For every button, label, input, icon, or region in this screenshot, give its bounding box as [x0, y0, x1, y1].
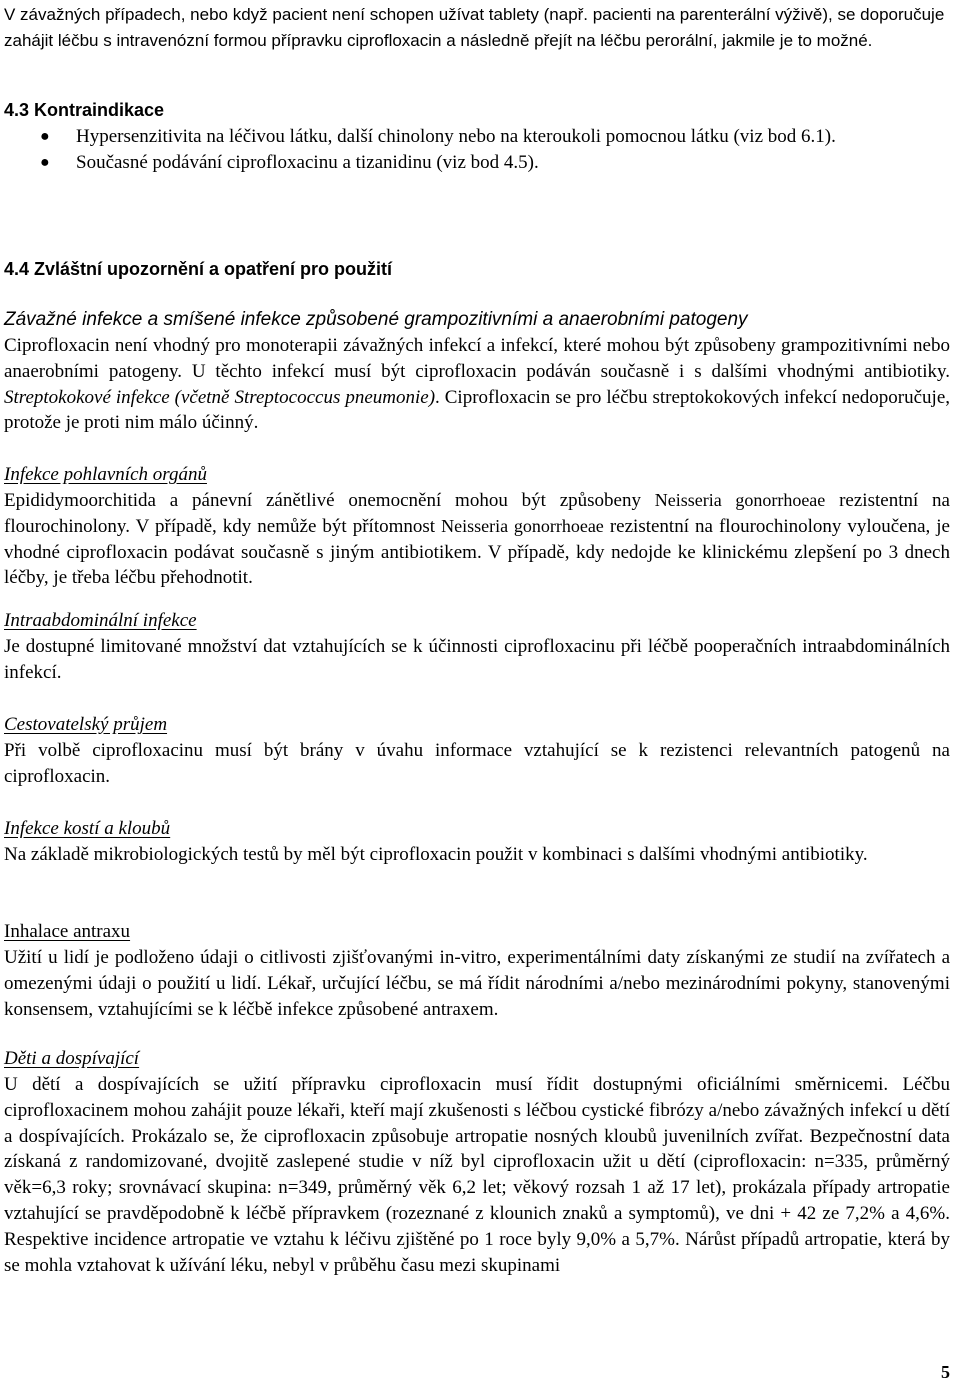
- severe-infections-title: Závažné infekce a smíšené infekce způsobené grampozitivními a anaerobními patogeny: [4, 309, 748, 330]
- anthrax-block: [4, 919, 950, 1022]
- children-block: [4, 1046, 950, 1278]
- section-heading-4-4: 4.4 Zvláštní upozornění a opatření pro použití: [4, 259, 393, 279]
- section-heading-4-3: 4.3 Kontraindikace: [4, 100, 165, 120]
- genital-infections-block: [4, 462, 950, 591]
- page-number: 5: [941, 1362, 950, 1382]
- pathogen-name: Neisseria gonorrhoeae: [654, 490, 826, 510]
- children-title: Děti a dospívající: [4, 1048, 140, 1069]
- travel-diarrhea-title: Cestovatelský průjem: [4, 714, 168, 735]
- genital-infections-text: Epididymoorchitida a pánevní zánětlivé onemocnění mohou být způsobeny Neisseria gonorrhoeae rezistentní na flourochinolony. V případě, kdy nemůže být přítomnost Neisseria gonorrhoeae rezistentní na flourochinolony vyloučena, je vhodné ciprofloxacin podávat současně s jiným antibiotikem. V případě, kdy nedojde ke klinickému zlepšení po 3 dnech léčby, je třeba léčbu přehodnotit.: [4, 490, 950, 589]
- streptococcal-note: Streptokokové infekce (včetně Streptococcus pneumonie): [4, 386, 436, 408]
- list-item-text: Současné podávání ciprofloxacinu a tizanidinu (viz bod 4.5).: [76, 152, 539, 173]
- intraabdominal-text: Je dostupné limitované množství dat vztahujících se k účinnosti ciprofloxacinu při léčbě pooperačních intraabdominálních infekcí.: [4, 636, 950, 683]
- bone-joint-title: Infekce kostí a kloubů: [4, 818, 171, 839]
- bone-joint-block: [4, 816, 950, 868]
- bullet-icon: ●: [40, 154, 50, 171]
- travel-diarrhea-text: Při volbě ciprofloxacinu musí být brány v úvahu informace vztahující se k rezistenci relevantních patogenů na ciprofloxacin.: [4, 740, 950, 787]
- intraabdominal-block: [4, 608, 950, 686]
- genital-infections-title: Infekce pohlavních orgánů: [4, 464, 207, 485]
- travel-diarrhea-block: [4, 712, 950, 790]
- bullet-icon: ●: [40, 128, 50, 145]
- anthrax-text: Užití u lidí je podloženo údaji o citlivosti zjišťovanými in-vitro, experimentálními daty získanými ze studií na zvířatech a omezenými údaji o použití u lidí. Lékař, určující léčbu, se má řídit národními a/nebo mezinárodními pokyny, stanovenými konsensem, vztahujícími se k léčbě infekce způsobené antraxem.: [4, 947, 950, 1020]
- severe-infections-text: Ciprofloxacin není vhodný pro monoterapii závažných infekcí a infekcí, které mohou být způsobeny grampozitivními nebo anaerobními patogeny. U těchto infekcí musí být ciprofloxacin podáván současně i s dalšími vhodnými antibiotiky. Streptokokové infekce (včetně Streptococcus pneumonie). Ciprofloxacin se pro léčbu streptokokových infekcí nedoporučuje, protože je proti nim málo účinný.: [4, 335, 951, 434]
- anthrax-title: Inhalace antraxu: [4, 921, 131, 942]
- intro-paragraph: V závažných případech, nebo když pacient není schopen užívat tablety (např. pacienti na parenterální výživě), se doporučuje zahájit léčbu s intravenózní formou přípravku ciprofloxacin a následně přejít na léčbu perorální, jakmile je to možné.: [4, 5, 945, 50]
- list-item: [4, 124, 950, 150]
- list-item-text: Hypersenzitivita na léčivou látku, další chinolony nebo na kteroukoli pomocnou látku (viz bod 6.1).: [76, 126, 836, 147]
- bone-joint-text: Na základě mikrobiologických testů by měl být ciprofloxacin použit v kombinaci s dalšími vhodnými antibiotiky.: [4, 844, 868, 865]
- list-item: [4, 150, 950, 176]
- intraabdominal-title: Intraabdominální infekce: [4, 610, 197, 631]
- children-text: U dětí a dospívajících se užití přípravku ciprofloxacin musí řídit dostupnými oficiálními směrnicemi. Léčbu ciprofloxacinem mohou zahájit pouze lékaři, kteří mají zkušenosti s léčbou cystické fibrózy a/nebo závažných infekcí u dětí a dospívajících. Prokázalo se, že ciprofloxacin způsobuje artropatie nosných kloubů juvenilních zvířat. Bezpečnostní data získaná z randomizované, dvojitě zaslepené studie v níž byl ciprofloxacin užit u dětí (ciprofloxacin: n=335, průměrný věk=6,3 roky; srovnávací skupina: n=349, průměrný věk 6,2 let; věkový rozsah 1 až 17 let), prokázala případy artropatie vztahující se pravděpodobně k léčbě přípravkem (rozeznané z klounich znaků a symptomů), ve dni + 42 ze 7,2% a 4,6%. Respektive incidence artropatie ve vztahu k léčivu zjištěné po 1 roce byly 9,0% a 5,7%. Nárůst případů artropatie, která by se mohla vztahovat k užívání léku, nebyl v průběhu času mezi skupinami: [4, 1074, 950, 1276]
- pathogen-name: Neisseria gonorrhoeae: [441, 515, 604, 536]
- contraindication-list: [4, 124, 950, 176]
- severe-infections-block: [4, 307, 950, 436]
